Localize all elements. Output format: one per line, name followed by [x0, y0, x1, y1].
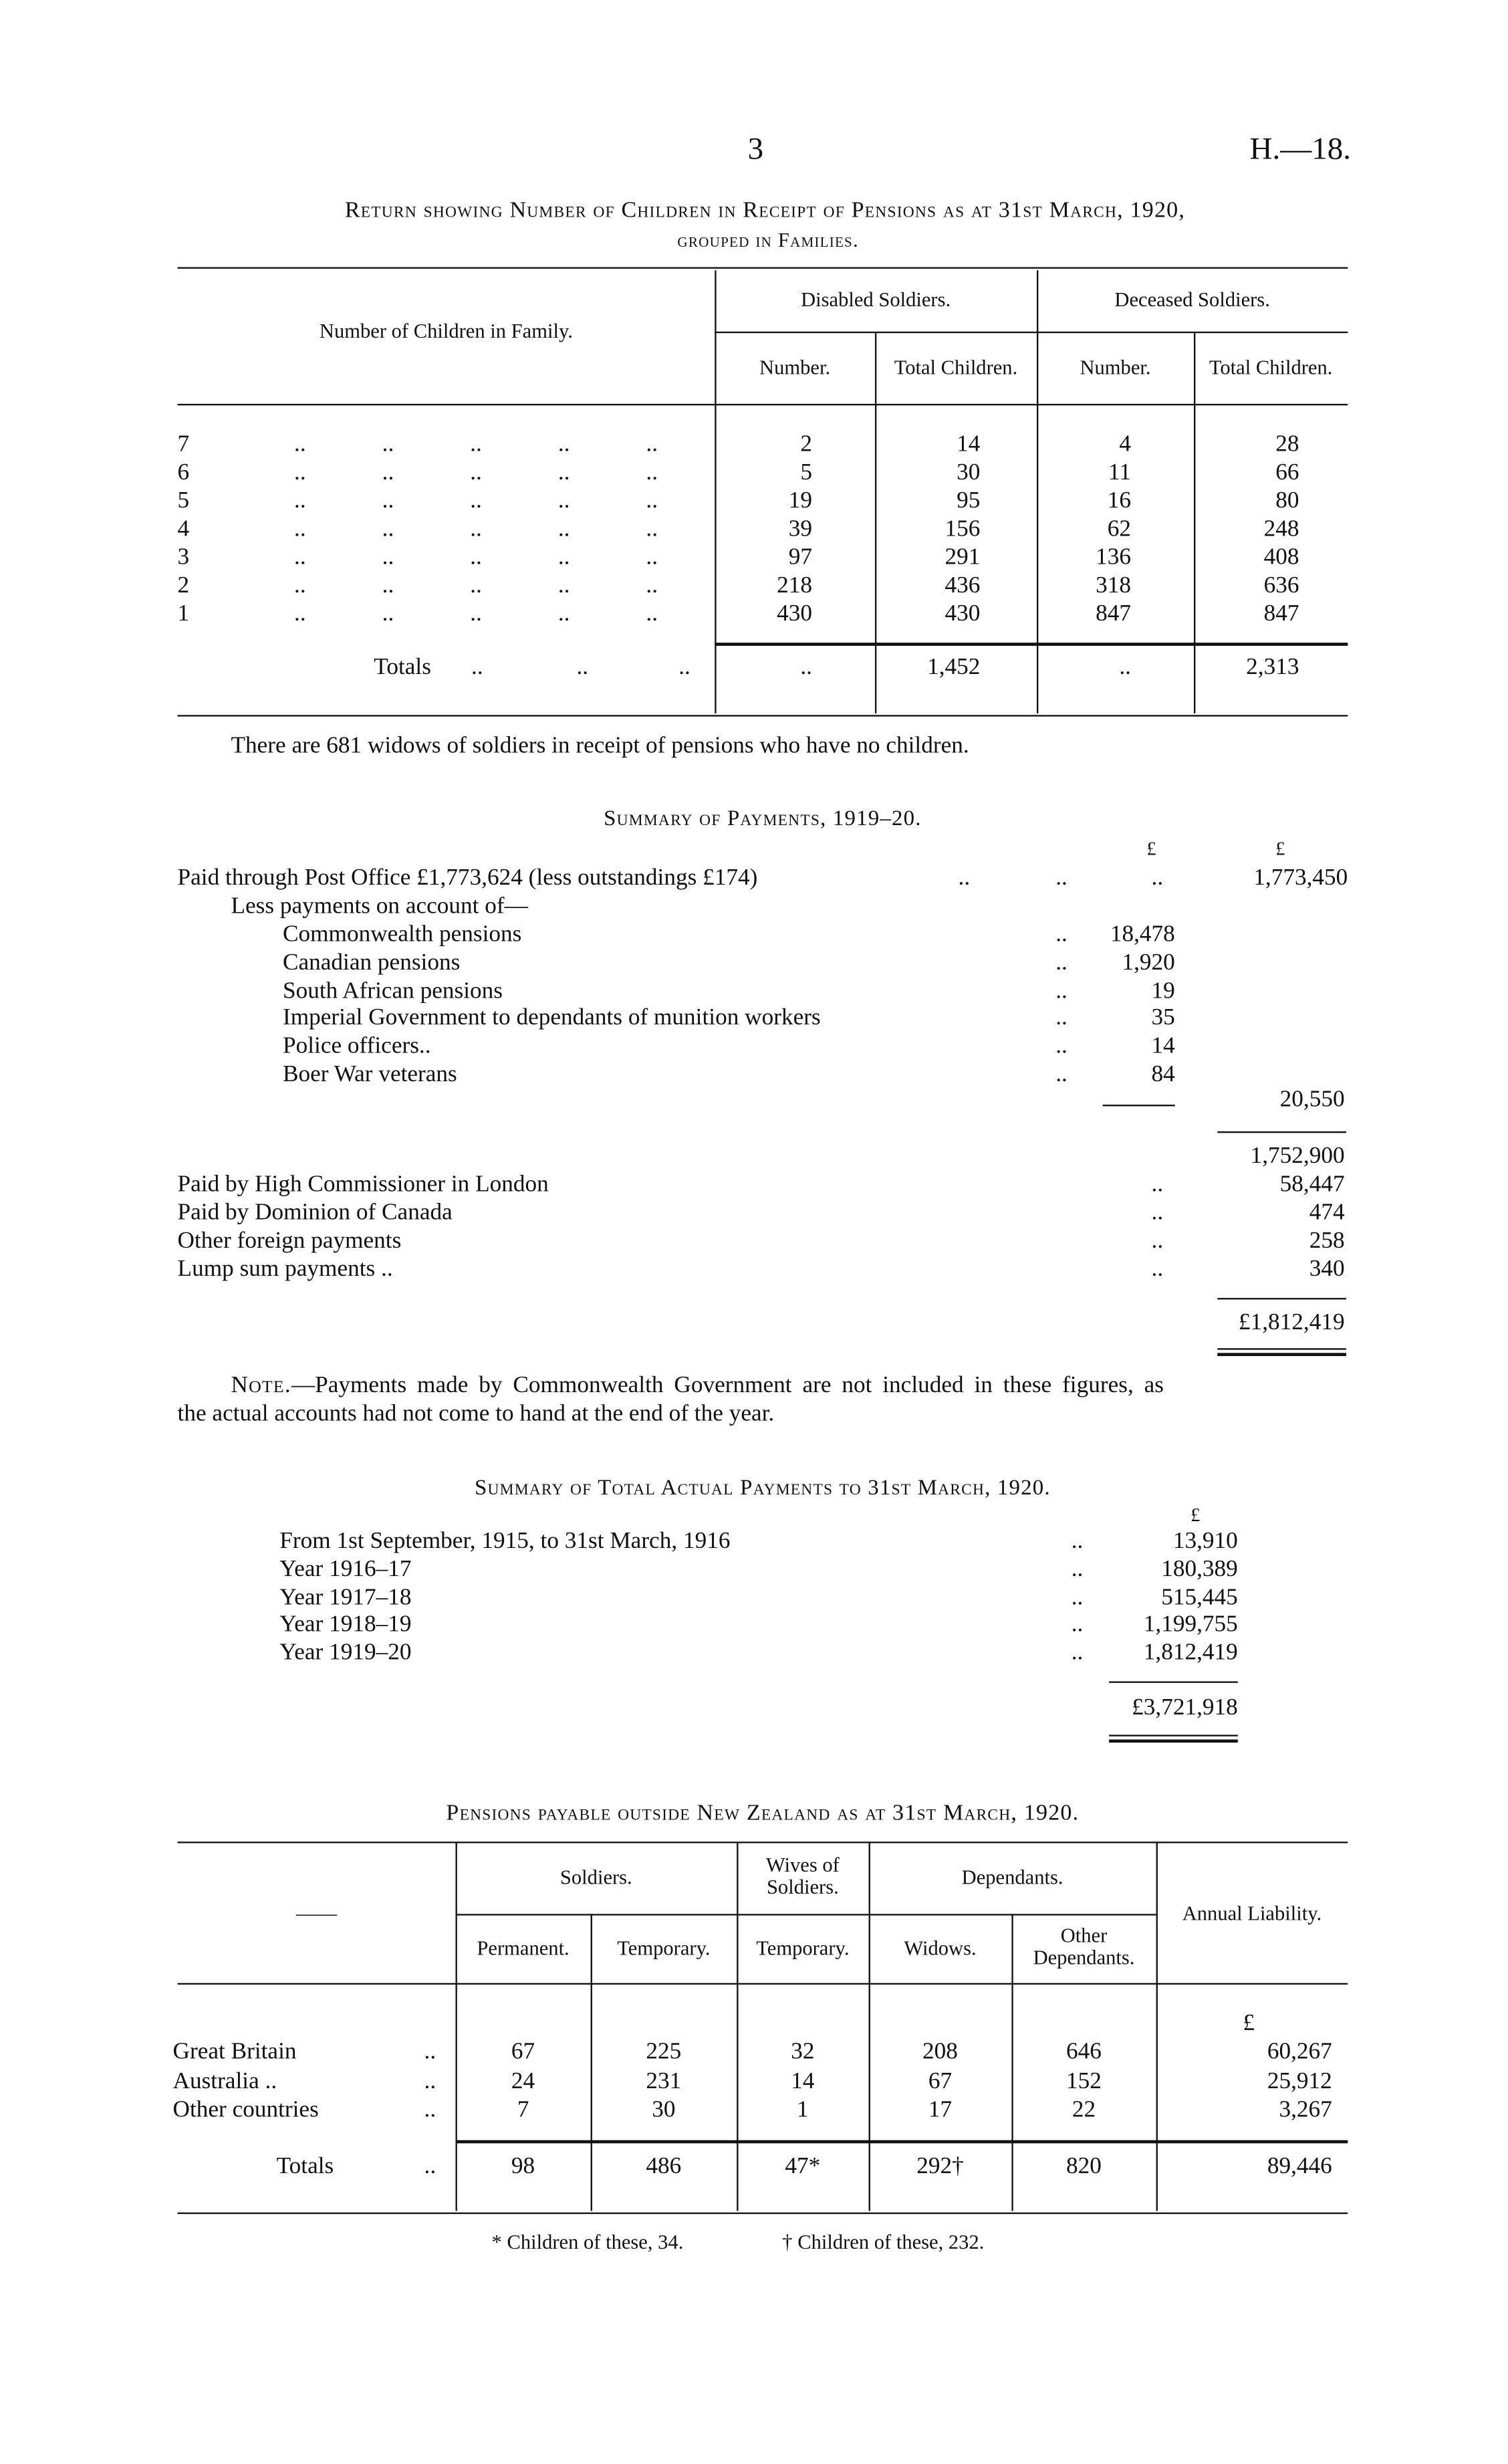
value-d-total: 430: [945, 600, 981, 627]
leader-dots: ..: [424, 2154, 436, 2180]
cell-x-total: [1194, 544, 1348, 572]
col-header-annual-liability: Annual Liability.: [1182, 1901, 1322, 1925]
leader-dots: ..: [557, 600, 570, 627]
value-d-num: 430: [777, 600, 812, 627]
leader-dots: ..: [646, 431, 658, 457]
country-row-other: 646: [1066, 2039, 1102, 2065]
country-row-other: 22: [1072, 2098, 1096, 2123]
group-wives-of-soldiers: Wives of Soldiers.: [765, 1852, 840, 1898]
cell-d-total: [875, 459, 1037, 487]
yearly-grand-total: £3,721,918: [1132, 1695, 1238, 1721]
leader-dots: ..: [646, 459, 658, 485]
cell-x-total: [1194, 600, 1348, 629]
value-d-total: 436: [945, 572, 981, 598]
leader-dots: ..: [470, 516, 482, 542]
note-label: Note.: [231, 1373, 291, 1399]
children-count: 2: [177, 572, 190, 598]
leader-dots: ..: [1151, 1228, 1164, 1254]
cell-x-num: [1037, 431, 1194, 459]
note-line1: [231, 1373, 1164, 1400]
leader-dots: ..: [470, 459, 482, 485]
value-x-num: 4: [1119, 431, 1131, 457]
leader-dots: ..: [1055, 865, 1067, 891]
totals-row-annual-liability: 89,446: [1267, 2154, 1332, 2180]
outside-table-title: Pensions payable outside New Zealand as at 31st March, 1920.: [446, 1801, 1080, 1826]
payment-value: 474: [1309, 1200, 1345, 1226]
value-d-num: 218: [777, 572, 812, 598]
children-count: 5: [177, 487, 190, 514]
group-soldiers: Soldiers.: [559, 1865, 632, 1889]
rule: [178, 2213, 1348, 2214]
cell-d-total: [875, 544, 1037, 572]
payment-value: 58,447: [1279, 1172, 1345, 1198]
country-row-wives: 1: [797, 2098, 809, 2123]
leader-dots: ..: [1151, 865, 1164, 891]
rule: [715, 643, 1348, 646]
col-header-other-dependants: Other Dependants.: [1033, 1923, 1135, 1969]
leader-dots: ..: [470, 431, 482, 457]
leader-dots: ..: [382, 544, 394, 570]
document-reference: H.—18.: [1249, 132, 1351, 167]
double-rule: [1109, 1734, 1238, 1743]
leader-dots: ..: [294, 487, 306, 514]
leader-dots: ..: [382, 572, 394, 598]
leader-dots: ..: [382, 459, 394, 485]
deduction-label: Imperial Government to dependants of munition workers: [282, 1006, 821, 1032]
cell-d-num: [715, 572, 875, 600]
rule: [715, 332, 1348, 333]
deduction-value: 35: [1151, 1006, 1175, 1032]
leader-dots: ..: [1071, 1640, 1084, 1666]
rule: [178, 404, 1348, 405]
totals-row-perm: 98: [511, 2154, 535, 2180]
leader-dots: ..: [646, 516, 658, 542]
currency-label: £: [1146, 837, 1156, 860]
total-disabled-number: ..: [800, 655, 812, 681]
summary-total-title: Summary of Total Actual Payments to 31st March, 1920.: [475, 1477, 1051, 1501]
value-x-total: 636: [1263, 572, 1299, 598]
children-count: 4: [177, 516, 190, 542]
leader-dots: ..: [424, 2068, 436, 2094]
deduction-value: 1,920: [1122, 950, 1175, 976]
cell-x-total: [1194, 572, 1348, 600]
value-d-total: 156: [945, 516, 981, 542]
value-x-total: 80: [1275, 487, 1299, 514]
country-row-temp: 231: [646, 2068, 682, 2094]
leader-dots: ..: [424, 2039, 436, 2065]
value-x-num: 847: [1096, 600, 1131, 627]
col-header-temporary: Temporary.: [617, 1936, 711, 1960]
col-header-permanent: Permanent.: [477, 1936, 570, 1960]
leader-dots: ..: [958, 865, 971, 891]
footnote-wives: * Children of these, 34.: [491, 2229, 684, 2253]
cell-x-num: [1037, 572, 1194, 600]
value-d-num: 97: [788, 544, 812, 570]
country-row-annual-liability: 25,912: [1267, 2068, 1332, 2094]
currency-label: £: [1275, 837, 1285, 860]
value-x-total: 28: [1275, 431, 1299, 457]
rule: [1217, 1298, 1346, 1299]
leader-dots: ..: [1151, 1200, 1164, 1226]
table-row: [178, 600, 1348, 629]
cell-x-num: [1037, 544, 1194, 572]
year-value: 180,389: [1161, 1557, 1238, 1582]
leader-dots: ..: [557, 487, 570, 514]
group-dependants: Dependants.: [961, 1865, 1063, 1889]
cell-d-total: [875, 600, 1037, 629]
country-row-perm: 24: [511, 2068, 535, 2094]
value-d-num: 19: [788, 487, 812, 514]
payment-label: Paid by High Commissioner in London: [177, 1172, 549, 1198]
group-deceased-soldiers: Deceased Soldiers.: [1114, 288, 1270, 312]
leader-dots: ..: [382, 600, 394, 627]
deduction-value: 14: [1151, 1034, 1175, 1060]
leader-dots: ..: [557, 572, 570, 598]
deduction-label: Canadian pensions: [282, 950, 461, 976]
country-row-annual-liability: 3,267: [1279, 2098, 1332, 2123]
col-header-children: Number of Children in Family.: [319, 319, 573, 343]
children-count-cell: [178, 600, 715, 629]
note-line2: the actual accounts had not come to hand at the end of the year.: [177, 1402, 775, 1427]
leader-dots: ..: [294, 600, 306, 627]
children-count-cell: [178, 544, 715, 572]
note-text: —Payments made by Commonwealth Government are not included in these figures, as: [291, 1373, 1164, 1399]
leader-dots: ..: [294, 431, 306, 457]
value-x-num: 136: [1096, 544, 1131, 570]
year-value: 1,199,755: [1143, 1613, 1238, 1638]
children-count: 3: [177, 544, 190, 570]
cell-x-num: [1037, 516, 1194, 544]
leader-dots: ..: [557, 516, 570, 542]
leader-dots: ..: [1151, 1256, 1164, 1282]
post-office-value: 1,773,450: [1253, 865, 1348, 891]
children-count-cell: [178, 572, 715, 600]
cell-d-total: [875, 572, 1037, 600]
leader-dots: ..: [382, 487, 394, 514]
leader-dots: ..: [1071, 1557, 1084, 1582]
leader-dots: ..: [1055, 922, 1067, 948]
country-row-perm: 7: [517, 2098, 529, 2123]
cell-x-num: [1037, 600, 1194, 629]
deduction-value: 18,478: [1110, 922, 1175, 948]
totals-row-temp: 486: [646, 2154, 682, 2180]
total-disabled-children: 1,452: [927, 655, 981, 681]
leader-dots: ..: [1071, 1585, 1084, 1610]
children-count-cell: [178, 431, 715, 459]
leader-dots: ..: [470, 572, 482, 598]
totals-row-label: Totals: [276, 2154, 334, 2180]
deductions-total: 20,550: [1279, 1087, 1345, 1113]
group-disabled-soldiers: Disabled Soldiers.: [801, 288, 951, 312]
col-header-wives-temporary: Temporary.: [756, 1936, 850, 1960]
value-d-num: 5: [800, 459, 812, 485]
cell-d-num: [715, 431, 875, 459]
payment-value: 258: [1309, 1228, 1345, 1254]
value-d-total: 291: [945, 544, 981, 570]
leader-dots: ..: [678, 655, 690, 681]
country-row-annual-liability: 60,267: [1267, 2039, 1332, 2065]
country-row-wives: 32: [791, 2039, 815, 2065]
country-row-temp: 30: [652, 2098, 676, 2123]
country-row-temp: 225: [646, 2039, 682, 2065]
rule: [178, 1841, 1348, 1843]
col-header-widows: Widows.: [904, 1936, 977, 1960]
footnote-widows: † Children of these, 232.: [782, 2229, 985, 2253]
children-count-cell: [178, 516, 715, 544]
table-row: [178, 487, 1348, 516]
children-table-subtitle: grouped in Families.: [677, 227, 859, 251]
year-value: 1,812,419: [1143, 1640, 1238, 1666]
year-label: Year 1916–17: [279, 1557, 412, 1582]
leader-dots: ..: [576, 655, 589, 681]
leader-dots: ..: [1151, 1172, 1164, 1198]
country-row-label: Australia ..: [172, 2068, 277, 2094]
value-d-num: 2: [800, 431, 812, 457]
rule: [178, 267, 1348, 268]
rule: [178, 715, 1348, 716]
year-value: 13,910: [1172, 1529, 1238, 1555]
value-x-num: 11: [1108, 459, 1131, 485]
country-row-label: Other countries: [172, 2098, 319, 2123]
rule: [1217, 1131, 1346, 1133]
currency-label: £: [1243, 2011, 1255, 2037]
value-d-total: 14: [957, 431, 981, 457]
payments-grand-total: £1,812,419: [1238, 1310, 1345, 1336]
leader-dots: ..: [646, 600, 658, 627]
value-x-num: 62: [1107, 516, 1131, 542]
value-x-total: 66: [1275, 459, 1299, 485]
cell-x-total: [1194, 431, 1348, 459]
year-label: From 1st September, 1915, to 31st March, 1916: [279, 1529, 731, 1555]
leader-dots: ..: [382, 431, 394, 457]
rule: [178, 1983, 1348, 1985]
totals-row-widows: 292†: [916, 2154, 964, 2180]
page-number: 3: [747, 132, 764, 167]
summary-payments-title: Summary of Payments, 1919–20.: [604, 807, 922, 832]
col-header-total-children: Total Children.: [1209, 355, 1333, 379]
less-label: Less payments on account of—: [231, 894, 528, 919]
leader-dots: ..: [382, 516, 394, 542]
country-row-widows: 67: [928, 2068, 953, 2094]
children-table: [178, 431, 1348, 629]
rule: [456, 2140, 1348, 2144]
post-office-label: Paid through Post Office £1,773,624 (less outstandings £174): [177, 865, 758, 891]
leader-dots: ..: [557, 431, 570, 457]
leader-dots: ..: [470, 487, 482, 514]
year-label: Year 1917–18: [279, 1585, 412, 1610]
deduction-label: Police officers..: [282, 1034, 431, 1060]
cell-d-num: [715, 459, 875, 487]
cell-d-total: [875, 516, 1037, 544]
leader-dots: ..: [646, 487, 658, 514]
value-x-total: 408: [1263, 544, 1299, 570]
children-count: 7: [177, 431, 190, 457]
deduction-label: Commonwealth pensions: [282, 922, 522, 948]
country-row-wives: 14: [791, 2068, 815, 2094]
stub-dash: ——: [295, 1901, 338, 1925]
cell-d-num: [715, 544, 875, 572]
payment-label: Other foreign payments: [177, 1228, 402, 1254]
children-count: 1: [177, 600, 190, 627]
table-row: [178, 459, 1348, 487]
rule: [1109, 1682, 1238, 1683]
deduction-value: 19: [1151, 978, 1175, 1004]
table-row: [178, 431, 1348, 459]
total-deceased-children: 2,313: [1246, 655, 1299, 681]
totals-row-wives: 47*: [785, 2154, 821, 2180]
country-row-label: Great Britain: [172, 2039, 297, 2065]
country-row-widows: 17: [928, 2098, 953, 2123]
totals-label: Totals: [374, 655, 431, 681]
leader-dots: ..: [1055, 950, 1067, 976]
leader-dots: ..: [1055, 978, 1067, 1004]
cell-x-total: [1194, 516, 1348, 544]
cell-x-num: [1037, 487, 1194, 516]
cell-d-num: [715, 516, 875, 544]
year-label: Year 1918–19: [279, 1613, 412, 1638]
value-d-num: 39: [788, 516, 812, 542]
rule: [456, 1914, 1156, 1915]
leader-dots: ..: [557, 544, 570, 570]
cell-x-total: [1194, 459, 1348, 487]
cell-x-num: [1037, 459, 1194, 487]
deduction-label: South African pensions: [282, 978, 503, 1004]
cell-d-num: [715, 487, 875, 516]
children-count-cell: [178, 487, 715, 516]
leader-dots: ..: [294, 459, 306, 485]
col-header-number: Number.: [759, 355, 831, 379]
widows-note: There are 681 widows of soldiers in receipt of pensions who have no children.: [231, 734, 969, 760]
leader-dots: ..: [470, 544, 482, 570]
children-count-cell: [178, 459, 715, 487]
leader-dots: ..: [471, 655, 483, 681]
country-row-perm: 67: [511, 2039, 535, 2065]
cell-d-total: [875, 487, 1037, 516]
deduction-label: Boer War veterans: [282, 1062, 457, 1088]
cell-d-total: [875, 431, 1037, 459]
total-deceased-number: ..: [1119, 655, 1131, 681]
payment-label: Paid by Dominion of Canada: [177, 1200, 453, 1226]
double-rule: [1217, 1348, 1346, 1356]
year-label: Year 1919–20: [279, 1640, 412, 1666]
value-x-num: 16: [1107, 487, 1131, 514]
children-count: 6: [177, 459, 190, 485]
col-header-number: Number.: [1080, 355, 1151, 379]
leader-dots: ..: [646, 544, 658, 570]
payment-label: Lump sum payments ..: [177, 1256, 393, 1282]
col-header-total-children: Total Children.: [894, 355, 1018, 379]
deduction-value: 84: [1151, 1062, 1175, 1088]
country-row-widows: 208: [922, 2039, 958, 2065]
leader-dots: ..: [1055, 1006, 1067, 1032]
leader-dots: ..: [424, 2098, 436, 2123]
leader-dots: ..: [294, 516, 306, 542]
country-row-other: 152: [1066, 2068, 1102, 2094]
leader-dots: ..: [470, 600, 482, 627]
table-row: [178, 544, 1348, 572]
table-row: [178, 516, 1348, 544]
payment-value: 340: [1309, 1256, 1345, 1282]
totals-row-other: 820: [1066, 2154, 1102, 2180]
leader-dots: ..: [294, 544, 306, 570]
value-x-total: 248: [1263, 516, 1299, 542]
leader-dots: ..: [1071, 1613, 1084, 1638]
leader-dots: ..: [557, 459, 570, 485]
children-table-title: Return showing Number of Children in Receipt of Pensions as at 31st March, 1920,: [344, 198, 1186, 223]
value-x-num: 318: [1096, 572, 1131, 598]
value-d-total: 95: [957, 487, 981, 514]
subtotal: 1,752,900: [1250, 1143, 1345, 1169]
cell-d-num: [715, 600, 875, 629]
leader-dots: ..: [646, 572, 658, 598]
cell-x-total: [1194, 487, 1348, 516]
value-x-total: 847: [1263, 600, 1299, 627]
leader-dots: ..: [1071, 1529, 1084, 1555]
table-row: [178, 572, 1348, 600]
leader-dots: ..: [1055, 1062, 1067, 1088]
leader-dots: ..: [294, 572, 306, 598]
year-value: 515,445: [1161, 1585, 1238, 1610]
leader-dots: ..: [1055, 1034, 1067, 1060]
currency-label: £: [1190, 1503, 1201, 1526]
value-d-total: 30: [957, 459, 981, 485]
